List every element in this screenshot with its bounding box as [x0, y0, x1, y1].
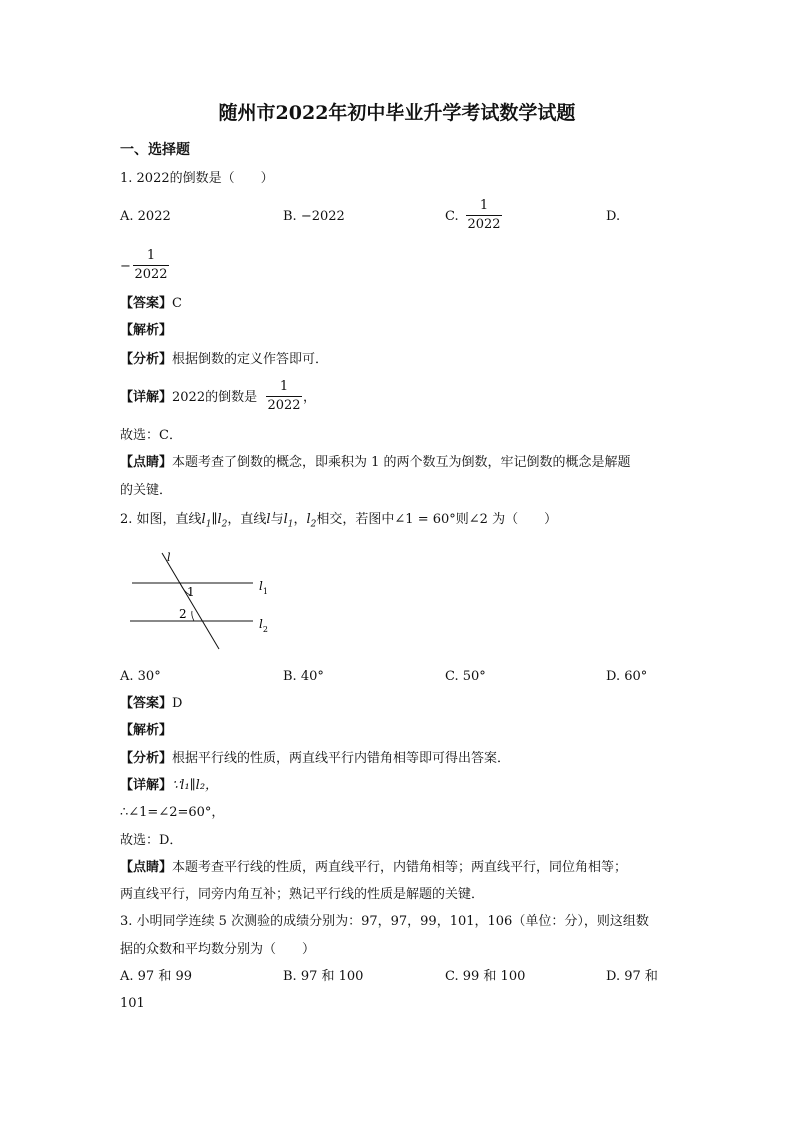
q1-answer [120, 294, 182, 314]
q2-stem-l2: $l_2$ [217, 512, 228, 530]
q2-stem-text: 相交，若图中∠1 = 60°则∠2 为（ ） [316, 512, 558, 527]
xiangjie-text: ∵l₁∥l₂， [172, 778, 219, 793]
label-l: l [167, 551, 171, 564]
q1-xiangjie [120, 388, 257, 408]
q2-therefore: ∴∠1=∠2=60°， [120, 805, 225, 820]
q2-choose: 故选：D． [120, 833, 183, 848]
fraction-numerator: 1 [479, 198, 489, 213]
q2-option-b: B. 40° [283, 669, 324, 684]
q1-xiangjie-end: ， [303, 390, 317, 405]
q1-option-b: B. −2022 [283, 209, 345, 224]
dianjing-tag: 【点睛】 [120, 860, 173, 875]
answer-tag: 【答案】 [120, 296, 173, 311]
section-heading: 一、选择题 [120, 142, 190, 158]
label-angle-1: 1 [187, 585, 195, 599]
label-l2: $l_2$ [259, 617, 268, 634]
q3-option-d: D. 97 和 [606, 969, 658, 984]
q2-stem-l1b: $l_1$ [283, 512, 294, 530]
q3-option-a: A. 97 和 99 [120, 969, 193, 984]
q3-option-c: C. 99 和 100 [445, 969, 526, 984]
fraction-bar [466, 215, 502, 216]
q3-option-b: B. 97 和 100 [283, 969, 364, 984]
dianjing-text: 本题考查了倒数的概念，即乘积为 1 的两个数互为倒数，牢记倒数的概念是解题 [172, 455, 631, 470]
q2-analysis-tag: 【解析】 [120, 723, 173, 738]
q1-stem: 1. 2022的倒数是（ ） [120, 171, 274, 186]
xiangjie-tag: 【详解】 [120, 778, 173, 793]
angle-2-arc [192, 611, 194, 621]
q1-dianjing-cont: 的关键． [120, 483, 173, 498]
fraction-bar [133, 265, 169, 266]
q1-option-c-fraction [466, 198, 502, 233]
q1-option-a: A. 2022 [120, 209, 171, 224]
fraction-numerator: 1 [146, 248, 156, 263]
q1-dianjing [120, 453, 631, 473]
q2-dianjing [120, 858, 627, 878]
q2-stem-text: ，直线 [227, 512, 267, 527]
q2-stem-text: ， [293, 512, 307, 527]
q2-dianjing-cont: 两直线平行，同旁内角互补；熟记平行线的性质是解题的关键． [120, 887, 485, 902]
q1-analysis-tag: 【解析】 [120, 323, 173, 338]
q2-option-d: D. 60° [606, 669, 648, 684]
q3-stem-cont: 据的众数和平均数分别为（ ） [120, 942, 316, 957]
xiangjie-tag: 【详解】 [120, 390, 173, 405]
q2-stem-l2b: $l_2$ [306, 512, 317, 530]
answer-value: D [172, 696, 183, 711]
fraction-bar [266, 396, 302, 397]
q2-stem-l: l [266, 512, 271, 527]
xiangjie-text: 2022的倒数是 [172, 390, 258, 405]
q2-stem [120, 510, 557, 535]
fraction-denominator: 2022 [267, 398, 301, 413]
q1-xiangjie-fraction [266, 379, 302, 414]
answer-value: C [172, 296, 182, 311]
q1-option-d-label: D. [606, 209, 621, 224]
fenxi-text: 根据倒数的定义作答即可． [172, 352, 329, 367]
q2-xiangjie [120, 776, 218, 796]
q3-option-d-cont: 101 [120, 996, 145, 1011]
q2-option-c: C. 50° [445, 669, 486, 684]
fraction-numerator: 1 [279, 379, 289, 394]
dianjing-text: 本题考查平行线的性质，两直线平行，内错角相等；两直线平行，同位角相等； [172, 860, 628, 875]
fenxi-tag: 【分析】 [120, 352, 173, 367]
parallel-lines-figure [120, 548, 290, 658]
fenxi-tag: 【分析】 [120, 751, 173, 766]
q2-stem-text: 2. 如图，直线 [120, 512, 202, 527]
q1-option-d-fraction [133, 248, 169, 283]
q1-choose: 故选：C． [120, 428, 182, 443]
q2-stem-l1: $l_1$ [201, 512, 212, 530]
label-l1: $l_1$ [259, 579, 268, 596]
fenxi-text: 根据平行线的性质，两直线平行内错角相等即可得出答案． [172, 751, 511, 766]
q1-option-d-sign: − [120, 259, 131, 274]
q1-fenxi [120, 350, 328, 370]
dianjing-tag: 【点睛】 [120, 455, 173, 470]
fraction-denominator: 2022 [134, 267, 168, 282]
fraction-denominator: 2022 [467, 217, 501, 232]
q2-option-a: A. 30° [120, 669, 161, 684]
q2-stem-text: 与 [270, 512, 284, 527]
q2-fenxi [120, 749, 510, 769]
q3-stem: 3. 小明同学连续 5 次测验的成绩分别为：97，97，99，101，106（单位：分），则这组数 [120, 914, 649, 929]
q2-answer [120, 694, 182, 714]
label-angle-2: 2 [179, 607, 187, 621]
q1-option-c-label: C. [445, 209, 459, 224]
q2-stem-parallel: ∥ [211, 512, 218, 527]
page-title: 随州市2022年初中毕业升学考试数学试题 [218, 102, 576, 124]
transversal-l [162, 553, 219, 649]
answer-tag: 【答案】 [120, 696, 173, 711]
